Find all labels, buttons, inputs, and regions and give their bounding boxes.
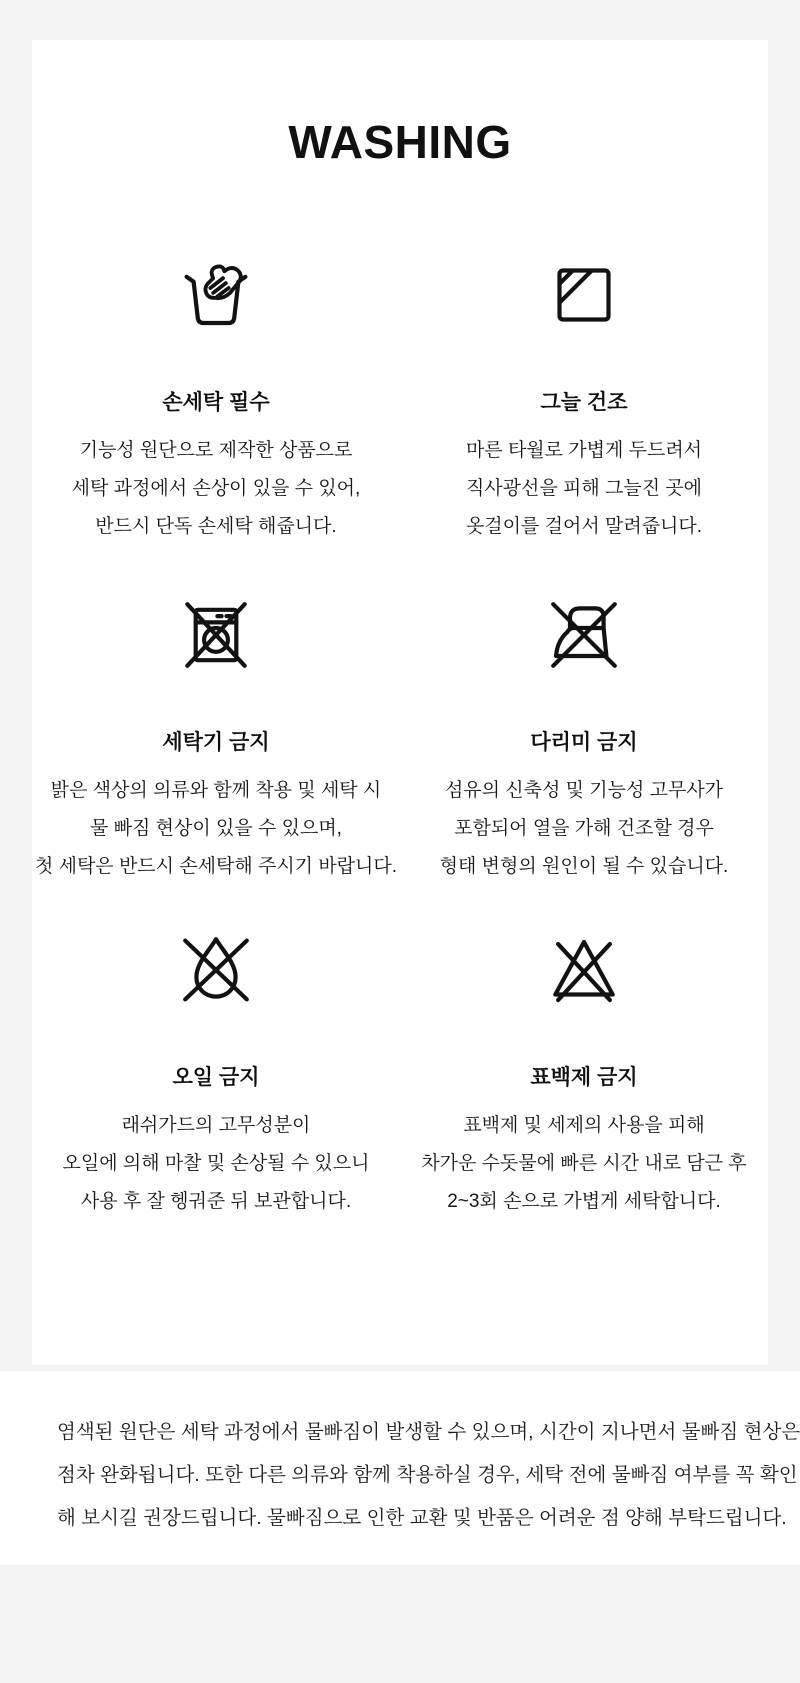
care-item-description	[35, 772, 397, 886]
care-item-line: 물 빠짐 현상이 있을 수 있으며,	[90, 818, 342, 839]
care-item-line: 2~3회 손으로 가볍게 세탁합니다.	[447, 1191, 721, 1212]
no-machine-wash-icon	[181, 600, 251, 670]
care-item-description	[421, 1107, 746, 1221]
page-title: WASHING	[288, 116, 512, 168]
no-bleach-icon	[549, 935, 619, 1005]
care-item-description	[63, 1107, 370, 1221]
care-item-title: 세탁기 금지	[162, 731, 270, 754]
care-item-line: 표백제 및 세제의 사용을 피해	[463, 1115, 705, 1136]
care-item-line: 기능성 원단으로 제작한 상품으로	[79, 440, 353, 461]
care-item-line: 옷걸이를 걸어서 말려줍니다.	[465, 516, 703, 537]
no-iron-icon	[549, 600, 619, 670]
shade-dry-icon	[549, 260, 619, 330]
hand-wash-icon	[181, 260, 251, 330]
dye-notice	[0, 1371, 800, 1540]
dye-notice-section	[0, 1371, 800, 1565]
care-row-1	[32, 260, 768, 546]
care-item-title: 그늘 건조	[540, 391, 628, 414]
care-item-line: 세탁 과정에서 손상이 있을 수 있어,	[71, 478, 361, 499]
care-item-line: 첫 세탁은 반드시 손세탁해 주시기 바랍니다.	[34, 856, 398, 877]
care-item-no-iron	[400, 600, 768, 886]
care-item-shade-dry	[400, 260, 768, 546]
care-item-line: 마른 타월로 가볍게 두드려서	[465, 440, 703, 461]
care-item-no-bleach	[400, 935, 768, 1221]
care-item-line: 직사광선을 피해 그늘진 곳에	[465, 478, 703, 499]
care-item-description	[440, 772, 729, 886]
care-item-title: 오일 금지	[172, 1066, 260, 1089]
care-item-title: 손세탁 필수	[162, 391, 270, 414]
care-item-line: 형태 변형의 원인이 될 수 있습니다.	[439, 856, 729, 877]
care-item-line: 포함되어 열을 가해 건조할 경우	[454, 818, 714, 839]
care-item-line: 사용 후 잘 헹궈준 뒤 보관합니다.	[80, 1191, 352, 1212]
care-item-no-oil	[32, 935, 400, 1221]
care-item-no-machine-wash	[32, 600, 400, 886]
care-item-title: 표백제 금지	[530, 1066, 638, 1089]
care-item-line: 반드시 단독 손세탁 해줍니다.	[95, 516, 337, 537]
dye-notice-line: 점차 완화됩니다. 또한 다른 의류와 함께 착용하실 경우, 세탁 전에 물빠짐 여부를 꼭 확인	[57, 1464, 798, 1486]
dye-notice-line: 염색된 원단은 세탁 과정에서 물빠짐이 발생할 수 있으며, 시간이 지나면서 물빠짐 현상은	[57, 1421, 800, 1443]
dye-notice-line: 해 보시길 권장드립니다. 물빠짐으로 인한 교환 및 반품은 어려운 점 양해 부탁드립니다.	[57, 1507, 787, 1529]
care-item-title: 다리미 금지	[530, 731, 638, 754]
care-item-description	[72, 432, 361, 546]
care-item-line: 오일에 의해 마찰 및 손상될 수 있으니	[62, 1153, 370, 1174]
care-item-description	[466, 432, 702, 546]
care-row-3	[32, 935, 768, 1221]
care-item-hand-wash	[32, 260, 400, 546]
care-item-line: 밝은 색상의 의류와 함께 착용 및 세탁 시	[50, 780, 382, 801]
care-row-2	[32, 600, 768, 886]
no-oil-icon	[181, 935, 251, 1005]
care-item-line: 차가운 수돗물에 빠른 시간 내로 담근 후	[421, 1153, 747, 1174]
care-item-line: 섬유의 신축성 및 기능성 고무사가	[444, 780, 724, 801]
care-item-line: 래쉬가드의 고무성분이	[121, 1115, 311, 1136]
washing-info-card	[32, 40, 768, 1365]
